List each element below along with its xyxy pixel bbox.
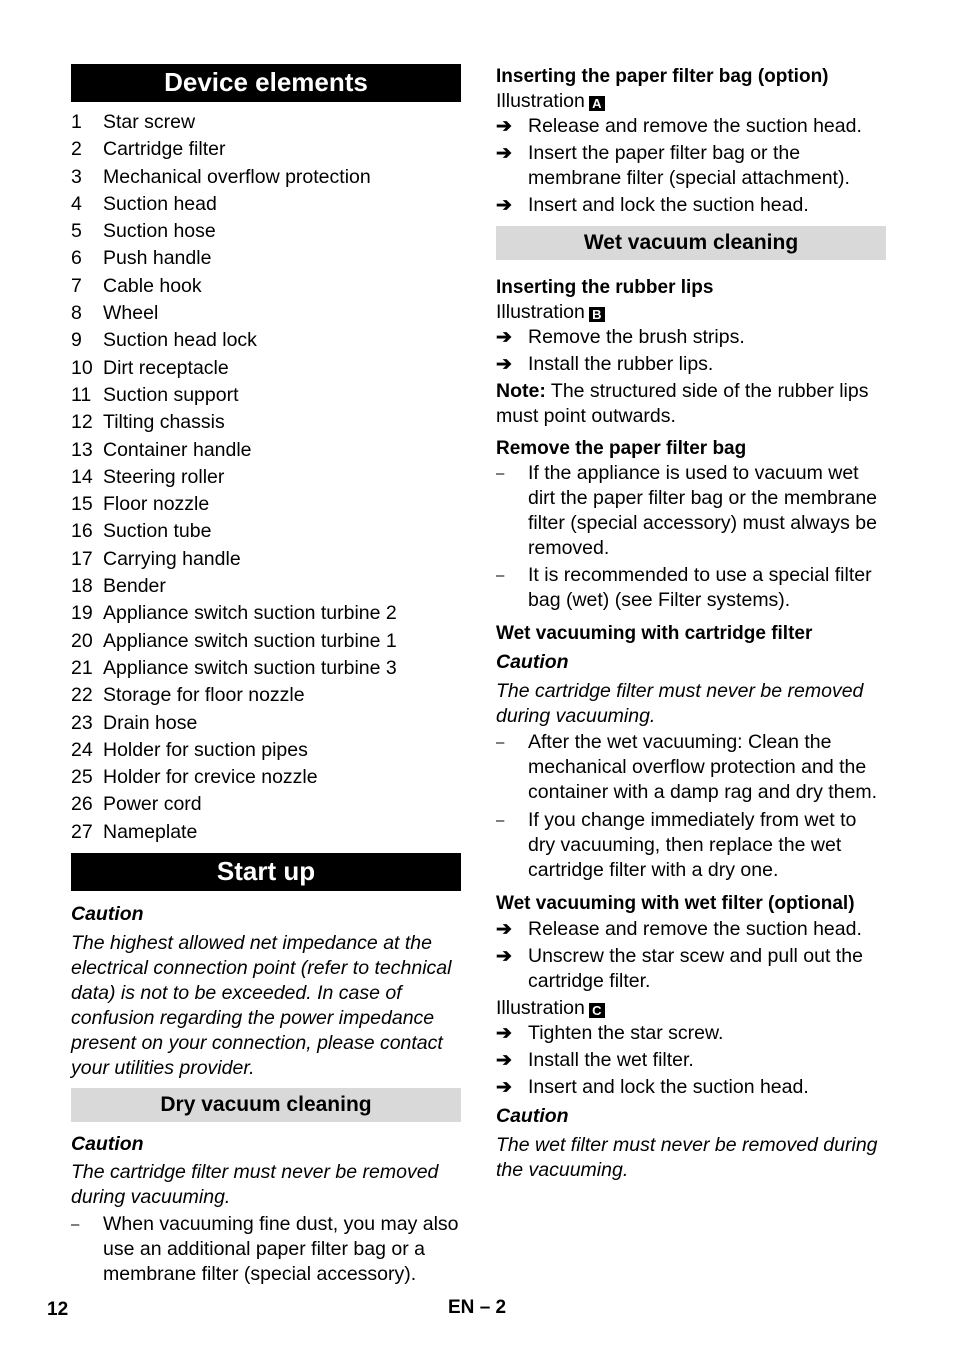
section-title-dry-vacuum: Dry vacuum cleaning	[71, 1088, 461, 1122]
device-element-number: 25	[71, 766, 93, 789]
device-element-label: Mechanical overflow protection	[103, 165, 371, 188]
illustration-label: Illustration	[496, 301, 585, 323]
wet-cartridge-caution-label: Caution	[496, 651, 569, 673]
arrow-icon: ➔	[496, 1050, 512, 1071]
illustration-a-icon: A	[589, 96, 605, 111]
device-element-label: Power cord	[103, 793, 202, 816]
arrow-icon: ➔	[496, 919, 512, 940]
rubber-lips-note	[496, 379, 886, 429]
arrow-icon: ➔	[496, 195, 512, 216]
device-element-item	[71, 382, 461, 409]
device-element-number: 15	[71, 493, 93, 516]
device-element-label: Holder for suction pipes	[103, 738, 308, 761]
step-text: Unscrew the star scew and pull out the cartridge filter.	[528, 945, 863, 992]
illustration-c-icon: C	[589, 1003, 605, 1018]
dash-item-text: If you change immediately from wet to dry vacuuming, then replace the wet cartridge filter with a dry one.	[528, 809, 857, 881]
dash-marker: –	[496, 734, 505, 751]
section-title-wet-vacuum: Wet vacuum cleaning	[496, 226, 886, 260]
device-element-label: Suction support	[103, 383, 239, 406]
device-element-item	[71, 327, 461, 354]
wet-cartridge-heading: Wet vacuuming with cartridge filter	[496, 623, 813, 644]
page-number: 12	[47, 1299, 69, 1320]
wet-filter-heading: Wet vacuuming with wet filter (optional)	[496, 893, 855, 914]
device-element-label: Appliance switch suction turbine 2	[103, 602, 397, 625]
start-up-caution-label: Caution	[71, 903, 144, 926]
device-element-label: Wheel	[103, 302, 159, 325]
wet-filter-caution-text: The wet filter must never be removed during the vacuuming.	[496, 1134, 878, 1181]
device-element-item	[71, 164, 461, 191]
remove-bag-dash-item	[496, 563, 886, 613]
device-element-number: 14	[71, 465, 93, 488]
device-element-number: 22	[71, 684, 93, 707]
device-element-label: Tilting chassis	[103, 411, 225, 434]
device-element-number: 7	[71, 274, 82, 297]
note-text: The structured side of the rubber lips must point outwards.	[496, 380, 869, 427]
wet-filter-step	[496, 917, 886, 942]
step-text: Release and remove the suction head.	[528, 115, 862, 137]
device-element-label: Bender	[103, 575, 166, 598]
dash-marker: –	[71, 1216, 80, 1234]
device-element-number: 27	[71, 820, 93, 843]
device-element-label: Container handle	[103, 438, 252, 461]
device-element-number: 21	[71, 656, 93, 679]
step-text: Insert and lock the suction head.	[528, 1076, 809, 1098]
device-element-number: 5	[71, 220, 82, 243]
wet-cartridge-dash-item	[496, 730, 886, 805]
device-element-number: 3	[71, 165, 82, 188]
rubber-lips-illustration-ref	[496, 300, 886, 325]
paper-bag-step	[496, 193, 886, 218]
device-element-number: 20	[71, 629, 93, 652]
step-text: Remove the brush strips.	[528, 326, 745, 348]
device-elements-list	[71, 109, 461, 846]
device-element-item	[71, 245, 461, 272]
device-element-number: 4	[71, 192, 82, 215]
device-element-number: 10	[71, 356, 93, 379]
device-element-number: 18	[71, 575, 93, 598]
dash-item-text: It is recommended to use a special filter bag (wet) (see Filter systems).	[528, 564, 872, 611]
remove-bag-dash-item	[496, 461, 886, 561]
device-element-item	[71, 573, 461, 600]
device-element-item	[71, 136, 461, 163]
footer-section: – 2	[479, 1297, 507, 1318]
device-element-label: Star screw	[103, 111, 196, 133]
device-element-label: Appliance switch suction turbine 3	[103, 656, 397, 679]
device-element-item	[71, 518, 461, 545]
start-up-caution-text: The highest allowed net impedance at the electrical connection point (refer to technical data) is not to be exceeded. In case of confusion regarding the power impedance present on your connection, please contact your utilities provider.	[71, 932, 452, 1080]
device-element-item	[71, 764, 461, 791]
paper-bag-heading: Inserting the paper filter bag (option)	[496, 66, 829, 87]
device-element-label: Cable hook	[103, 274, 202, 297]
section-title-device-elements: Device elements	[71, 64, 461, 102]
rubber-lips-heading: Inserting the rubber lips	[496, 277, 714, 298]
device-element-item	[71, 655, 461, 682]
device-element-label: Dirt receptacle	[103, 356, 229, 379]
device-element-label: Nameplate	[103, 820, 198, 843]
device-element-item	[71, 464, 461, 491]
device-element-number: 8	[71, 302, 82, 325]
wet-cartridge-caution-text: The cartridge filter must never be removed during vacuuming.	[496, 680, 864, 727]
arrow-icon: ➔	[496, 1023, 512, 1044]
illustration-label: Illustration	[496, 997, 585, 1019]
wet-filter-step	[496, 1048, 886, 1073]
device-element-number: 1	[71, 111, 82, 133]
device-element-item	[71, 109, 461, 136]
wet-filter-caution-label: Caution	[496, 1105, 569, 1127]
wet-filter-step	[496, 1021, 886, 1046]
footer-language-section	[448, 1297, 506, 1319]
device-element-item	[71, 300, 461, 327]
dry-vacuum-caution-label: Caution	[71, 1133, 144, 1156]
device-element-number: 19	[71, 602, 93, 625]
illustration-b-icon: B	[589, 307, 605, 322]
step-text: Insert and lock the suction head.	[528, 194, 809, 216]
device-element-label: Suction hose	[103, 220, 216, 243]
device-element-item	[71, 546, 461, 573]
device-element-label: Storage for floor nozzle	[103, 684, 305, 707]
right-column	[496, 64, 886, 1183]
device-element-item	[71, 355, 461, 382]
device-element-item	[71, 218, 461, 245]
footer-language: EN	[448, 1297, 475, 1318]
device-element-item	[71, 409, 461, 436]
arrow-icon: ➔	[496, 354, 512, 375]
device-element-label: Suction head lock	[103, 329, 257, 352]
dash-item-text: If the appliance is used to vacuum wet dirt the paper filter bag or the membrane filter (special accessory) must always be removed.	[528, 462, 878, 559]
paper-bag-step	[496, 114, 886, 139]
dry-vacuum-item-text: When vacuuming fine dust, you may also use an additional paper filter bag or a membrane filter (special accessory).	[103, 1213, 459, 1286]
device-element-number: 23	[71, 711, 93, 734]
device-element-label: Steering roller	[103, 465, 225, 488]
device-element-item	[71, 437, 461, 464]
arrow-icon: ➔	[496, 946, 512, 967]
device-element-label: Cartridge filter	[103, 138, 226, 161]
device-element-item	[71, 191, 461, 218]
device-element-number: 17	[71, 547, 93, 570]
device-element-number: 9	[71, 329, 82, 352]
device-element-number: 11	[71, 383, 92, 406]
dry-vacuum-dash-item	[71, 1212, 461, 1287]
arrow-icon: ➔	[496, 116, 512, 137]
note-label: Note:	[496, 380, 546, 402]
step-text: Tighten the star screw.	[528, 1022, 724, 1044]
device-element-label: Carrying handle	[103, 547, 241, 570]
rubber-lips-step	[496, 325, 886, 350]
step-text: Install the rubber lips.	[528, 353, 714, 375]
section-title-start-up: Start up	[71, 853, 461, 891]
paper-bag-illustration-ref	[496, 89, 886, 114]
rubber-lips-step	[496, 352, 886, 377]
device-element-number: 26	[71, 793, 93, 816]
arrow-icon: ➔	[496, 327, 512, 348]
device-element-item	[71, 628, 461, 655]
device-element-number: 6	[71, 247, 82, 270]
device-element-label: Appliance switch suction turbine 1	[103, 629, 397, 652]
wet-cartridge-dash-item	[496, 808, 886, 883]
device-element-item	[71, 491, 461, 518]
dry-vacuum-caution-text: The cartridge filter must never be removed during vacuuming.	[71, 1161, 439, 1209]
device-element-item	[71, 682, 461, 709]
left-column	[71, 64, 461, 1287]
paper-bag-step	[496, 141, 886, 191]
illustration-label: Illustration	[496, 90, 585, 112]
step-text: Insert the paper filter bag or the membrane filter (special attachment).	[528, 142, 850, 189]
device-element-item	[71, 819, 461, 846]
wet-filter-step	[496, 944, 886, 994]
device-element-item	[71, 710, 461, 737]
remove-bag-heading: Remove the paper filter bag	[496, 438, 747, 459]
device-element-number: 16	[71, 520, 93, 543]
wet-filter-illustration-ref	[496, 996, 886, 1021]
device-element-item	[71, 737, 461, 764]
device-element-number: 24	[71, 738, 93, 761]
step-text: Release and remove the suction head.	[528, 918, 862, 940]
device-element-number: 2	[71, 138, 82, 161]
arrow-icon: ➔	[496, 1077, 512, 1098]
arrow-icon: ➔	[496, 143, 512, 164]
dash-item-text: After the wet vacuuming: Clean the mechanical overflow protection and the container with a damp rag and dry them.	[528, 731, 878, 803]
device-element-label: Suction head	[103, 192, 217, 215]
device-element-item	[71, 273, 461, 300]
device-element-label: Drain hose	[103, 711, 198, 734]
device-element-label: Holder for crevice nozzle	[103, 766, 318, 789]
dash-marker: –	[496, 567, 505, 584]
device-element-item	[71, 791, 461, 818]
step-text: Install the wet filter.	[528, 1049, 694, 1071]
device-element-label: Floor nozzle	[103, 493, 210, 516]
dash-marker: –	[496, 812, 505, 829]
device-element-label: Suction tube	[103, 520, 212, 543]
device-element-label: Push handle	[103, 247, 212, 270]
wet-filter-step	[496, 1075, 886, 1100]
dash-marker: –	[496, 465, 505, 482]
device-element-number: 13	[71, 438, 93, 461]
device-element-number: 12	[71, 411, 93, 434]
device-element-item	[71, 600, 461, 627]
